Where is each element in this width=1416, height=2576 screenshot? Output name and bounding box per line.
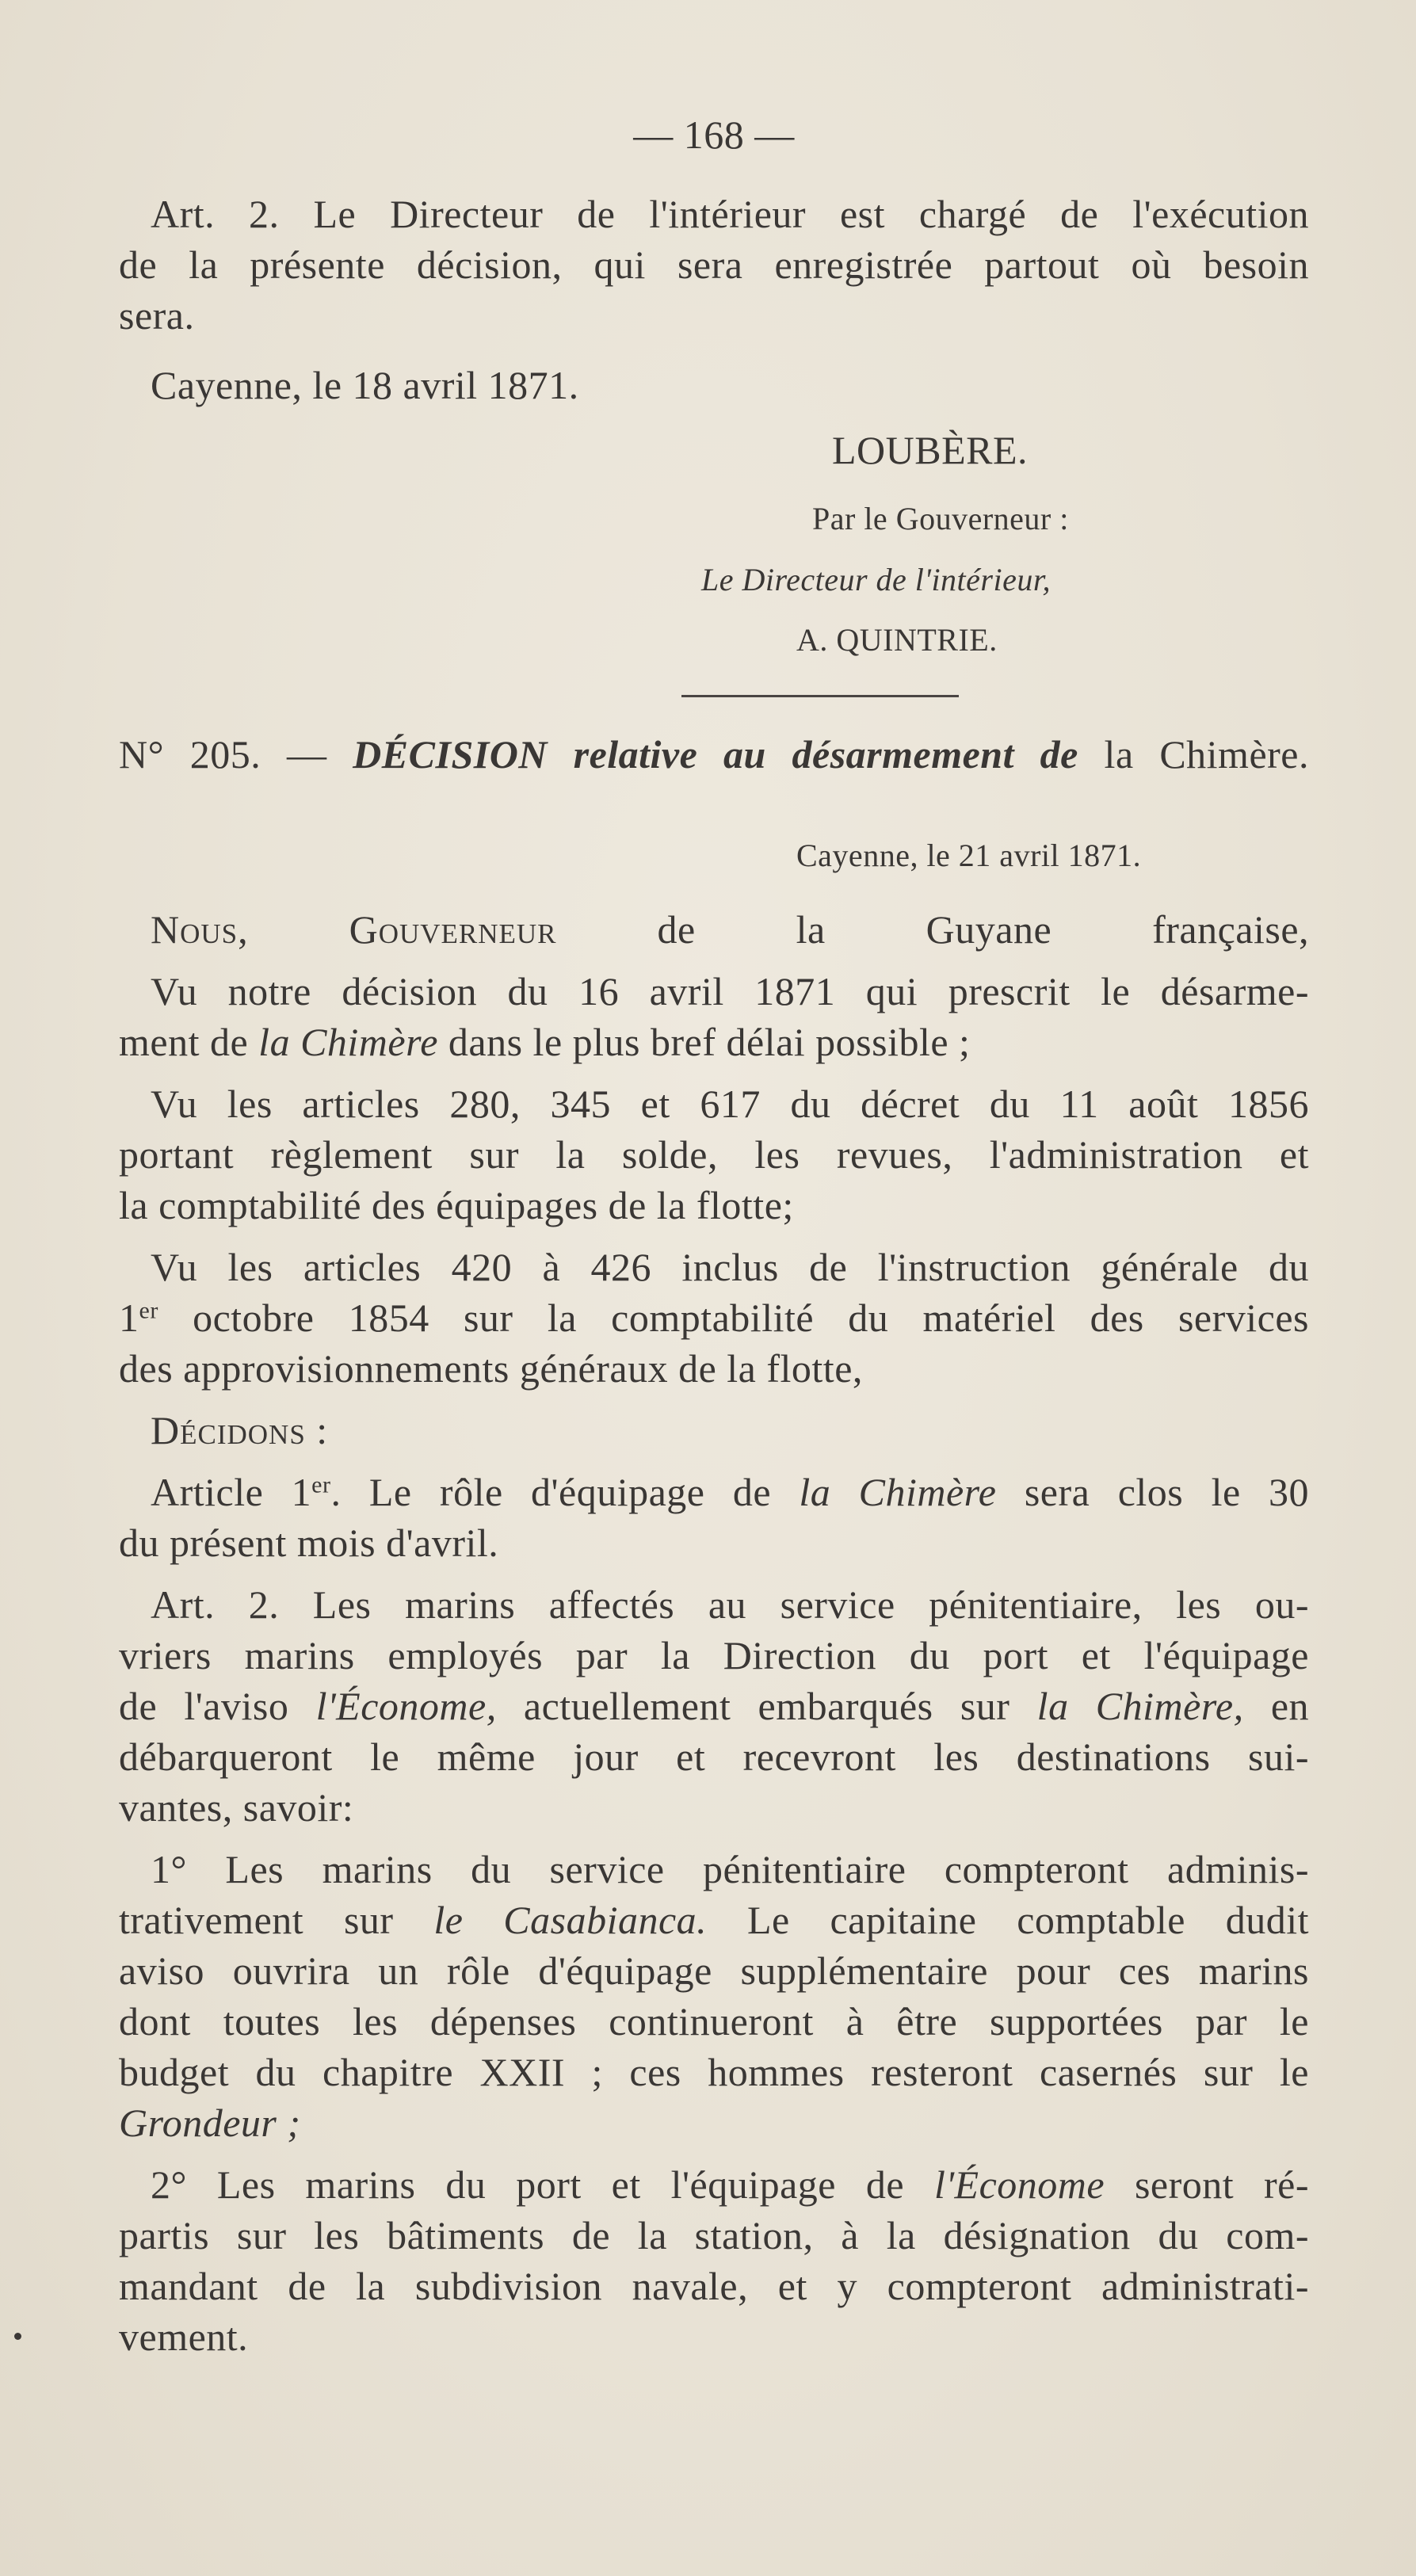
continuation-place-date: Cayenne, le 18 avril 1871. (151, 363, 579, 407)
vu2-line-3: la comptabilité des équipages de la flotte; (119, 1183, 794, 1227)
heading-dash: — (286, 732, 327, 777)
director-signature: A. QUINTRIE. (796, 622, 998, 658)
article1-line-1: Article 1er. Le rôle d'équipage de la Chimère sera clos le 30 (151, 1470, 1310, 1514)
para2-line-4: vement. (119, 2315, 249, 2359)
continuation-line-3: sera. (119, 293, 195, 338)
vu3-line-3: des approvisionnements généraux de la flotte, (119, 1346, 863, 1391)
para1-line-4: dont toutes les dépenses continueront à être supportées par le (119, 1999, 1309, 2044)
vu1-line-1: Vu notre décision du 16 avril 1871 qui prescrit le désarme- (151, 969, 1309, 1013)
vu3-line-1: Vu les articles 420 à 426 inclus de l'instruction générale du (151, 1245, 1309, 1289)
vu3-line-2: 1er octobre 1854 sur la comptabilité du matériel des services (119, 1296, 1310, 1340)
para1-line-3: aviso ouvrira un rôle d'équipage supplémentaire pour ces marins (119, 1948, 1309, 1993)
decision-number: N° 205. (119, 732, 261, 777)
vu2-line-1: Vu les articles 280, 345 et 617 du décret du 11 août 1856 (151, 1082, 1309, 1126)
para2-line-3: mandant de la subdivision navale, et y compteront administrati- (119, 2264, 1309, 2308)
article2-line-4: débarqueront le même jour et recevront les destinations sui- (119, 1735, 1309, 1779)
decision-title-italic: relative au désarmement de (573, 732, 1078, 777)
para1-line-6: Grondeur ; (119, 2101, 301, 2145)
continuation-line-1: Art. 2. Le Directeur de l'intérieur est chargé de l'exécution (151, 192, 1309, 236)
decision-title-end: la Chimère. (1104, 732, 1309, 777)
margin-ink-dot (14, 2333, 21, 2340)
continuation-line-2: de la présente décision, qui sera enregistrée partout où besoin (119, 242, 1309, 287)
article2-line-3: de l'aviso l'Économe, actuellement embarqués sur la Chimère, en (119, 1684, 1310, 1728)
par-le-gouverneur: Par le Gouverneur : (812, 501, 1069, 536)
article2-line-1: Art. 2. Les marins affectés au service pénitentiaire, les ou- (151, 1582, 1309, 1627)
article2-line-2: vriers marins employés par la Direction du port et l'équipage (119, 1633, 1309, 1677)
article2-line-5: vantes, savoir: (119, 1785, 354, 1830)
decision-place-date: Cayenne, le 21 avril 1871. (796, 838, 1142, 873)
section-divider (681, 695, 959, 697)
article1-line-2: du présent mois d'avril. (119, 1521, 499, 1565)
decidons-label: Décidons : (151, 1408, 329, 1452)
governor-signature: LOUBÈRE. (832, 428, 1029, 472)
decision-title-keyword: DÉCISION (353, 732, 548, 777)
para1-line-1: 1° Les marins du service pénitentiaire compteront adminis- (151, 1847, 1309, 1891)
para2-line-1: 2° Les marins du port et l'équipage de l'Économe seront ré- (151, 2162, 1309, 2207)
para2-line-2: partis sur les bâtiments de la station, à la désignation du com- (119, 2213, 1309, 2257)
page-number: — 168 — (633, 113, 795, 157)
preamble-line: Nous, Gouverneur de la Guyane française, (151, 907, 1310, 952)
vu2-line-2: portant règlement sur la solde, les revues, l'administration et (119, 1132, 1309, 1177)
para1-line-5: budget du chapitre XXII ; ces hommes resteront casernés sur le (119, 2050, 1309, 2094)
director-title: Le Directeur de l'intérieur, (701, 562, 1051, 597)
vu1-line-2: ment de la Chimère dans le plus bref délai possible ; (119, 1020, 971, 1064)
para1-line-2: trativement sur le Casabianca. Le capitaine comptable dudit (119, 1898, 1310, 1942)
decision-heading (119, 731, 1309, 778)
